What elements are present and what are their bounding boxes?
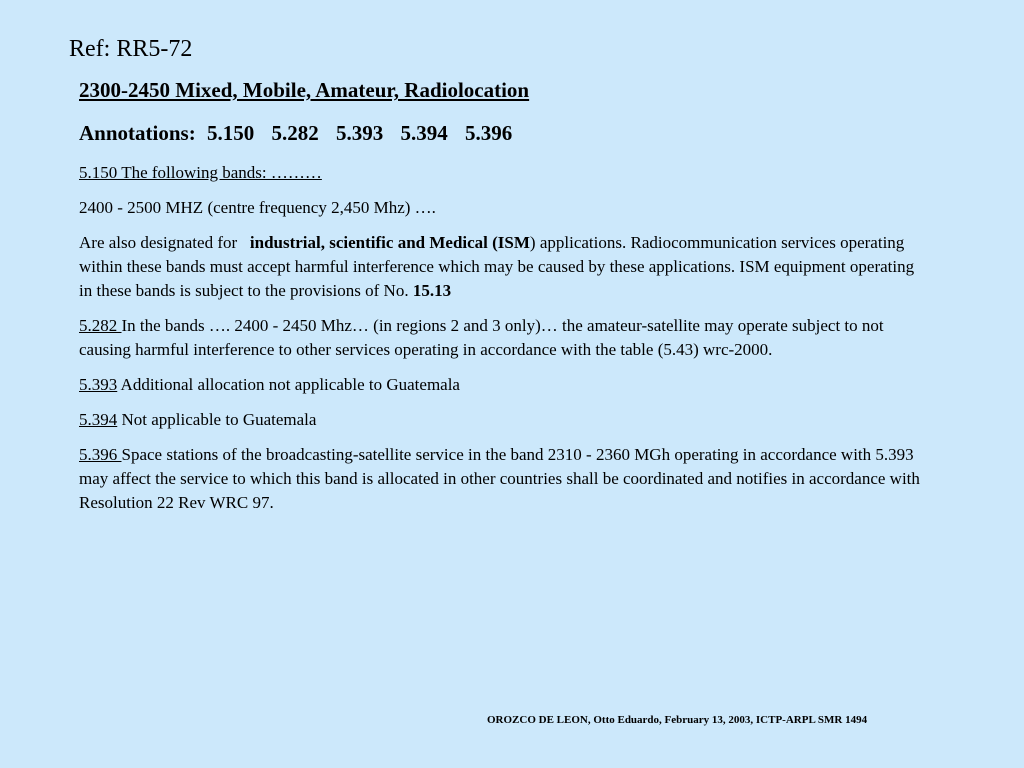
footnote-code-5393: 5.393: [79, 375, 118, 394]
footnote-code-5282: 5.282: [79, 316, 122, 335]
footnote-code-5394: 5.394: [79, 410, 118, 429]
ism-lead-text: Are also designated for: [79, 233, 250, 252]
ism-provision-number: 15.13: [412, 281, 452, 300]
annotation-code: 5.150: [206, 121, 255, 145]
footnote-5150-text: 5.150 The following bands: ………: [79, 163, 322, 182]
paragraph-5150: [79, 161, 929, 185]
paragraph-ism: [79, 231, 929, 303]
annotation-code: 5.396: [464, 121, 513, 145]
annotation-code: 5.394: [400, 121, 448, 145]
paragraph-5393: [79, 373, 929, 397]
paragraph-5396: [79, 443, 929, 515]
slide-ref-title: Ref: RR5-72: [69, 36, 193, 62]
annotation-code: 5.282: [271, 121, 319, 145]
ism-body-text: ) applications. Radiocommunication services operating within these bands must accept harmful interference which may be caused by these applications. ISM equipment operating in these bands is subject to the provisions of No.: [79, 233, 915, 300]
band-heading: 2300-2450 Mixed, Mobile, Amateur, Radiolocation: [79, 78, 530, 102]
footnote-5393-text: Additional allocation not applicable to Guatemala: [117, 375, 460, 394]
annotations-line: [79, 119, 929, 147]
band-range-text: 2400 - 2500 MHZ (centre frequency 2,450 Mhz) ….: [79, 198, 436, 217]
paragraph-5282: [79, 314, 929, 362]
footnote-5282-text: In the bands …. 2400 - 2450 Mhz… (in regions 2 and 3 only)… the amateur-satellite may operate subject to not causing harmful interference to other services operating in accordance with the table (5.43) wrc-2000.: [79, 316, 884, 359]
annotations-label: Annotations:: [79, 121, 196, 145]
paragraph-5394: [79, 408, 929, 432]
slide-content: [79, 76, 929, 526]
ism-bold-term: industrial, scientific and Medical (ISM: [249, 233, 530, 252]
footnote-5396-text: Space stations of the broadcasting-satellite service in the band 2310 - 2360 MGh operating in accordance with 5.393 may affect the service to which this band is allocated in other countries shall be coordinated and notifies in accordance with Resolution 22 Rev WRC 97.: [79, 445, 920, 512]
footnote-code-5396: 5.396: [79, 445, 122, 464]
annotation-code: 5.393: [335, 121, 384, 145]
slide-footer-credit: OROZCO DE LEON, Otto Eduardo, February 13, 2003, ICTP-ARPL SMR 1494: [487, 714, 868, 726]
footnote-5394-text: Not applicable to Guatemala: [117, 410, 317, 429]
paragraph-band-range: [79, 196, 929, 220]
